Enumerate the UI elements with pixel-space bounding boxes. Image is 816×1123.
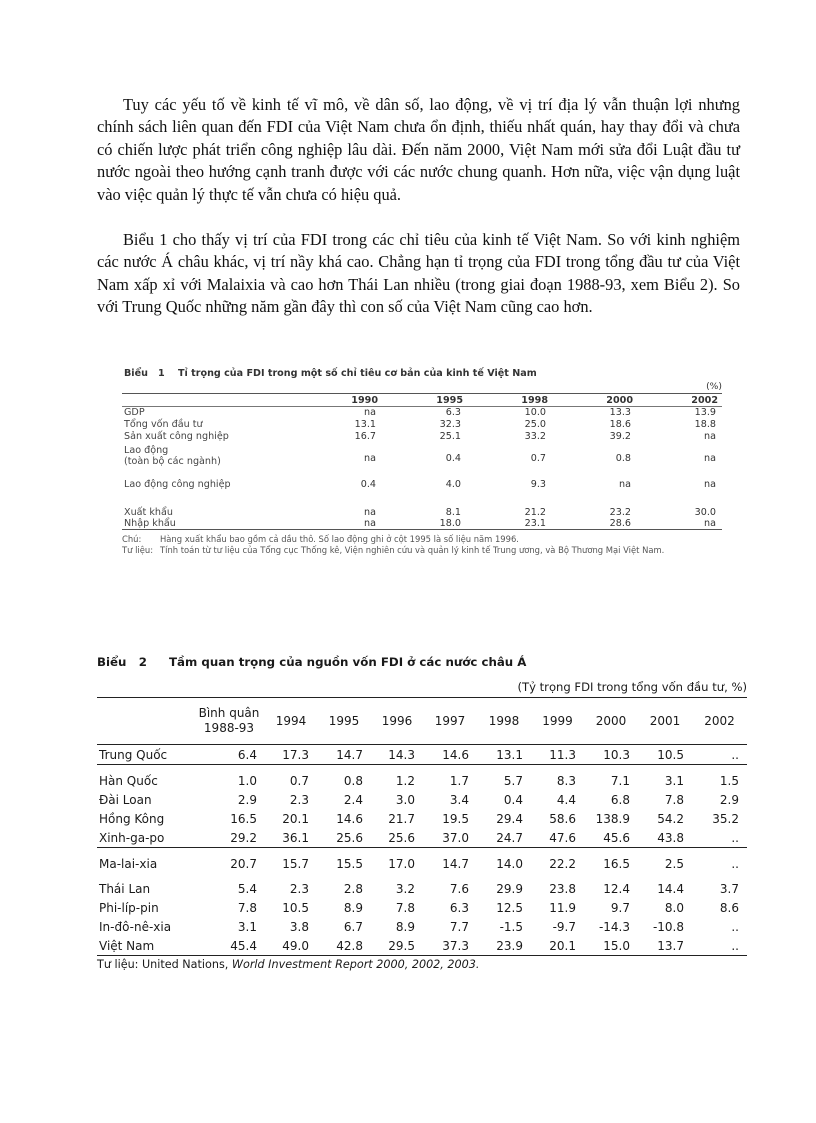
table-cell: 13.1 — [496, 747, 523, 762]
table-cell: 6.3 — [449, 900, 469, 915]
table-2-row-label: Hàn Quốc — [99, 773, 158, 788]
paragraph-1: Tuy các yếu tố về kinh tế vĩ mô, về dân số, lao động, về vị trí địa lý vẫn thuận lợi nhưng chính sách liên quan đến FDI của Việt Nam chưa ổn định, thiếu nhất quán, hay thay đổi và chưa có chiến lược phát triển công nghiệp lâu dài. Đến năm 2000, Việt Nam mới sửa đổi Luật đầu tư nước ngoài theo hướng cạnh tranh được với các nước chung quanh. Hơn nữa, việc vận dụng luật vào việc quản lý thực tế vẫn chưa có hiệu quả. — [97, 95, 740, 204]
table-cell: na — [704, 517, 716, 529]
table-cell: 20.1 — [282, 811, 309, 826]
table-2-block — [97, 655, 747, 971]
table-cell: 13.9 — [694, 407, 716, 418]
table-cell: 15.5 — [336, 856, 363, 871]
table-cell: 23.9 — [496, 938, 523, 953]
table-2-source-prefix: Tư liệu: United Nations, — [97, 958, 232, 971]
table-cell: na — [364, 517, 376, 529]
table-cell: 29.2 — [230, 830, 257, 845]
table-cell: .. — [731, 856, 739, 871]
table-row — [97, 936, 747, 956]
table-cell: 19.5 — [442, 811, 469, 826]
table-cell: 45.4 — [230, 938, 257, 953]
table-cell: 20.7 — [230, 856, 257, 871]
table-1-row-label: Nhập khẩu — [124, 517, 176, 529]
table-cell: 7.7 — [449, 919, 469, 934]
table-cell: 11.9 — [549, 900, 576, 915]
table-cell: 2.9 — [237, 792, 257, 807]
table-cell: 16.7 — [354, 430, 376, 442]
table-row — [97, 790, 747, 809]
table-cell: 8.1 — [445, 506, 461, 518]
table-row — [97, 745, 747, 765]
table-cell: 22.2 — [549, 856, 576, 871]
table-cell: 14.3 — [388, 747, 415, 762]
table-1-row-label: Xuất khẩu — [124, 506, 173, 518]
table-cell: 3.2 — [395, 881, 415, 896]
table-1-header-cell: 2002 — [691, 394, 718, 406]
table-cell: na — [619, 478, 631, 490]
table-cell: na — [364, 407, 376, 418]
table-cell: 18.8 — [694, 418, 716, 430]
table-cell: 6.4 — [237, 747, 257, 762]
table-1-header-cell: 1998 — [521, 394, 548, 406]
table-cell: 10.5 — [657, 747, 684, 762]
table-2-row-label: Thái Lan — [99, 881, 151, 896]
table-cell: 13.7 — [657, 938, 684, 953]
table-2-row-label: Hồng Kông — [99, 811, 165, 826]
table-cell: 23.1 — [524, 517, 546, 529]
table-cell: 29.9 — [496, 881, 523, 896]
table-2-header-row — [97, 698, 747, 745]
table-cell: 3.0 — [395, 792, 415, 807]
table-cell: 0.8 — [343, 773, 363, 788]
table-cell: na — [704, 452, 716, 464]
table-1-unit: (%) — [706, 381, 722, 392]
table-2-header-cell: Bình quân 1988-93 — [198, 706, 260, 735]
table-cell: na — [364, 506, 376, 518]
table-1-row-label: Lao động (toàn bộ các ngành) — [124, 444, 221, 467]
table-cell: .. — [731, 938, 739, 953]
table-cell: 138.9 — [595, 811, 630, 826]
table-cell: 15.0 — [603, 938, 630, 953]
table-cell: 14.0 — [496, 856, 523, 871]
table-2-unit: (Tỷ trọng FDI trong tổng vốn đầu tư, %) — [517, 680, 747, 694]
table-1-header-cell: 1995 — [436, 394, 463, 406]
table-cell: 24.7 — [496, 830, 523, 845]
table-cell: 14.7 — [442, 856, 469, 871]
table-1-header-cell: 2000 — [606, 394, 633, 406]
table-cell: 45.6 — [603, 830, 630, 845]
table-cell: 54.2 — [657, 811, 684, 826]
table-cell: 28.6 — [609, 517, 631, 529]
table-cell: 5.4 — [237, 881, 257, 896]
table-cell: 2.5 — [664, 856, 684, 871]
table-cell: 2.4 — [343, 792, 363, 807]
table-2-header-cell: 1994 — [275, 713, 307, 728]
table-cell: -1.5 — [499, 919, 523, 934]
table-cell: 49.0 — [282, 938, 309, 953]
table-cell: 0.8 — [615, 452, 631, 464]
table-row — [97, 917, 747, 936]
table-row — [97, 873, 747, 898]
table-1-note-key: Tư liệu: — [122, 544, 154, 555]
table-cell: 14.7 — [336, 747, 363, 762]
table-cell: 6.3 — [445, 407, 461, 418]
table-1-note-text: Tính toán từ tư liệu của Tổng cục Thống kê, Viện nghiên cứu và quản lý kinh tế Trung ương, và Bộ Thương Mại Việt Nam. — [160, 544, 665, 555]
paragraph-2: Biểu 1 cho thấy vị trí của FDI trong các chỉ tiêu của kinh tế Việt Nam. So với kinh nghiệm các nước Á châu khác, vị trí nầy khá cao. Chẳng hạn tỉ trọng của FDI trong tổng đầu tư của Việt Nam xấp xỉ với Malaixia và cao hơn Thái Lan nhiều (trong giai đoạn 1988-93, xem Biểu 2). So với Trung Quốc những năm gần đây thì con số của Việt Nam cũng cao hơn. — [97, 230, 740, 317]
table-1-note-text: Hàng xuất khẩu bao gồm cả dầu thô. Số lao động ghi ở cột 1995 là số liệu năm 1996. — [160, 534, 519, 544]
table-2-header-cell: 1997 — [434, 713, 466, 728]
table-cell: 23.2 — [609, 506, 631, 518]
table-cell: 35.2 — [712, 811, 739, 826]
table-cell: 30.0 — [694, 506, 716, 518]
table-1-row-label: Sản xuất công nghiệp — [124, 430, 229, 442]
table-cell: .. — [731, 830, 739, 845]
table-2-row-label: In-đô-nê-xia — [99, 919, 172, 934]
table-cell: 7.8 — [237, 900, 257, 915]
table-cell: 18.0 — [439, 517, 461, 529]
table-1-header-cell: 1990 — [351, 394, 378, 406]
table-cell: 8.0 — [664, 900, 684, 915]
table-2-header-blank — [97, 698, 193, 745]
table-cell: 0.7 — [289, 773, 309, 788]
table-2-caption-text: Tầm quan trọng của nguồn vốn FDI ở các nước châu Á — [169, 655, 527, 669]
table-cell: 6.8 — [610, 792, 630, 807]
table-row — [122, 407, 722, 419]
table-cell: -10.8 — [652, 919, 684, 934]
table-2 — [97, 697, 747, 956]
table-cell: 1.7 — [449, 773, 469, 788]
table-2-header-cell: 1999 — [542, 713, 573, 728]
table-cell: 37.0 — [442, 830, 469, 845]
table-cell: 32.3 — [439, 418, 461, 430]
table-cell: 6.7 — [343, 919, 363, 934]
table-1-caption: Biểu 1 Tỉ trọng của FDI trong một số chỉ tiêu cơ bản của kinh tế Việt Nam — [124, 368, 537, 379]
table-cell: 21.7 — [388, 811, 415, 826]
table-cell: 39.2 — [609, 430, 631, 442]
table-1 — [122, 393, 722, 530]
table-cell: 25.1 — [439, 430, 461, 442]
table-cell: 8.9 — [395, 919, 415, 934]
table-cell: 10.3 — [603, 747, 630, 762]
table-cell: 7.8 — [664, 792, 684, 807]
table-cell: 9.7 — [610, 900, 630, 915]
table-cell: 10.5 — [282, 900, 309, 915]
table-cell: 25.6 — [336, 830, 363, 845]
table-cell: 10.0 — [524, 407, 546, 418]
table-1-header-blank — [122, 394, 312, 407]
table-2-source-title: World Investment Report 2000, 2002, 2003. — [231, 958, 480, 971]
table-row — [122, 518, 722, 530]
table-2-caption-number: Biểu 2 — [97, 655, 147, 669]
table-cell: 25.6 — [388, 830, 415, 845]
table-cell: 0.7 — [530, 452, 546, 464]
table-cell: na — [364, 452, 376, 464]
table-cell: .. — [731, 919, 739, 934]
table-cell: 14.6 — [442, 747, 469, 762]
table-cell: na — [704, 478, 716, 490]
table-2-row-label: Đài Loan — [99, 792, 152, 807]
table-2-row-label: Phi-líp-pin — [99, 900, 159, 915]
table-cell: 25.0 — [524, 418, 546, 430]
table-cell: 13.3 — [609, 407, 631, 418]
table-cell: 15.7 — [282, 856, 309, 871]
table-cell: 17.3 — [282, 747, 309, 762]
table-cell: 2.8 — [343, 881, 363, 896]
table-cell: 20.1 — [549, 938, 576, 953]
table-cell: 8.9 — [343, 900, 363, 915]
table-cell: 42.8 — [336, 938, 363, 953]
table-2-row-label: Trung Quốc — [99, 747, 168, 762]
table-cell: 5.7 — [503, 773, 523, 788]
table-1-note — [122, 534, 722, 545]
table-2-source — [97, 958, 747, 971]
table-cell: 14.6 — [336, 811, 363, 826]
table-cell: 7.6 — [449, 881, 469, 896]
table-2-header-cell: 1996 — [381, 713, 413, 728]
table-cell: 1.5 — [719, 773, 739, 788]
table-2-header-cell: 1995 — [328, 713, 360, 728]
table-cell: -9.7 — [552, 919, 576, 934]
table-1-row-label: Tổng vốn đầu tư — [124, 418, 203, 430]
table-cell: 3.8 — [289, 919, 309, 934]
table-row — [122, 473, 722, 497]
table-cell: .. — [731, 747, 739, 762]
table-cell: -14.3 — [598, 919, 630, 934]
table-cell: 18.6 — [609, 418, 631, 430]
table-cell: 7.1 — [610, 773, 630, 788]
table-cell: 37.3 — [442, 938, 469, 953]
table-2-header-cell: 2002 — [704, 713, 735, 728]
table-row — [122, 419, 722, 431]
table-row — [97, 809, 747, 828]
table-row — [97, 828, 747, 848]
table-cell: 47.6 — [549, 830, 576, 845]
table-cell: 3.1 — [237, 919, 257, 934]
table-2-row-label: Xinh-ga-po — [99, 830, 165, 845]
table-cell: 2.3 — [289, 881, 309, 896]
table-1-notes — [122, 534, 722, 555]
table-1-note — [122, 545, 722, 556]
table-cell: 0.4 — [503, 792, 523, 807]
table-cell: 21.2 — [524, 506, 546, 518]
table-cell: 14.4 — [657, 881, 684, 896]
table-1-note-key: Chú: — [122, 534, 142, 544]
table-row — [122, 497, 722, 518]
table-cell: 2.9 — [719, 792, 739, 807]
table-cell: 3.4 — [449, 792, 469, 807]
table-row — [97, 848, 747, 874]
table-cell: 11.3 — [549, 747, 576, 762]
table-2-header-cell: 2001 — [649, 713, 681, 728]
table-2-row-label: Việt Nam — [99, 938, 155, 953]
table-2-header-cell: 1998 — [488, 713, 520, 728]
table-row — [97, 765, 747, 791]
table-cell: 33.2 — [524, 430, 546, 442]
table-cell: 17.0 — [388, 856, 415, 871]
table-cell: 4.4 — [556, 792, 576, 807]
table-1-header-row — [122, 394, 722, 407]
table-cell: 8.6 — [719, 900, 739, 915]
table-cell: 1.0 — [237, 773, 257, 788]
table-2-header-cell: 2000 — [595, 713, 627, 728]
table-cell: 2.3 — [289, 792, 309, 807]
table-cell: 4.0 — [445, 478, 461, 490]
table-cell: na — [704, 430, 716, 442]
table-cell: 36.1 — [282, 830, 309, 845]
table-cell: 3.1 — [664, 773, 684, 788]
table-cell: 13.1 — [354, 418, 376, 430]
table-cell: 29.5 — [388, 938, 415, 953]
table-row — [122, 431, 722, 443]
table-cell: 1.2 — [395, 773, 415, 788]
table-cell: 29.4 — [496, 811, 523, 826]
table-2-row-label: Ma-lai-xia — [99, 856, 158, 871]
table-cell: 16.5 — [230, 811, 257, 826]
table-cell: 3.7 — [719, 881, 739, 896]
table-cell: 7.8 — [395, 900, 415, 915]
table-cell: 8.3 — [556, 773, 576, 788]
table-2-caption — [97, 655, 747, 677]
table-cell: 16.5 — [603, 856, 630, 871]
table-cell: 43.8 — [657, 830, 684, 845]
table-row — [97, 898, 747, 917]
table-cell: 0.4 — [445, 452, 461, 464]
table-row — [122, 443, 722, 473]
table-cell: 9.3 — [530, 478, 546, 490]
table-cell: 23.8 — [549, 881, 576, 896]
table-cell: 12.5 — [496, 900, 523, 915]
table-cell: 58.6 — [549, 811, 576, 826]
table-cell: 0.4 — [360, 478, 376, 490]
table-1-row-label: GDP — [124, 407, 145, 418]
table-1-block — [122, 368, 722, 555]
table-1-row-label: Lao động công nghiệp — [124, 478, 231, 490]
table-cell: 12.4 — [603, 881, 630, 896]
